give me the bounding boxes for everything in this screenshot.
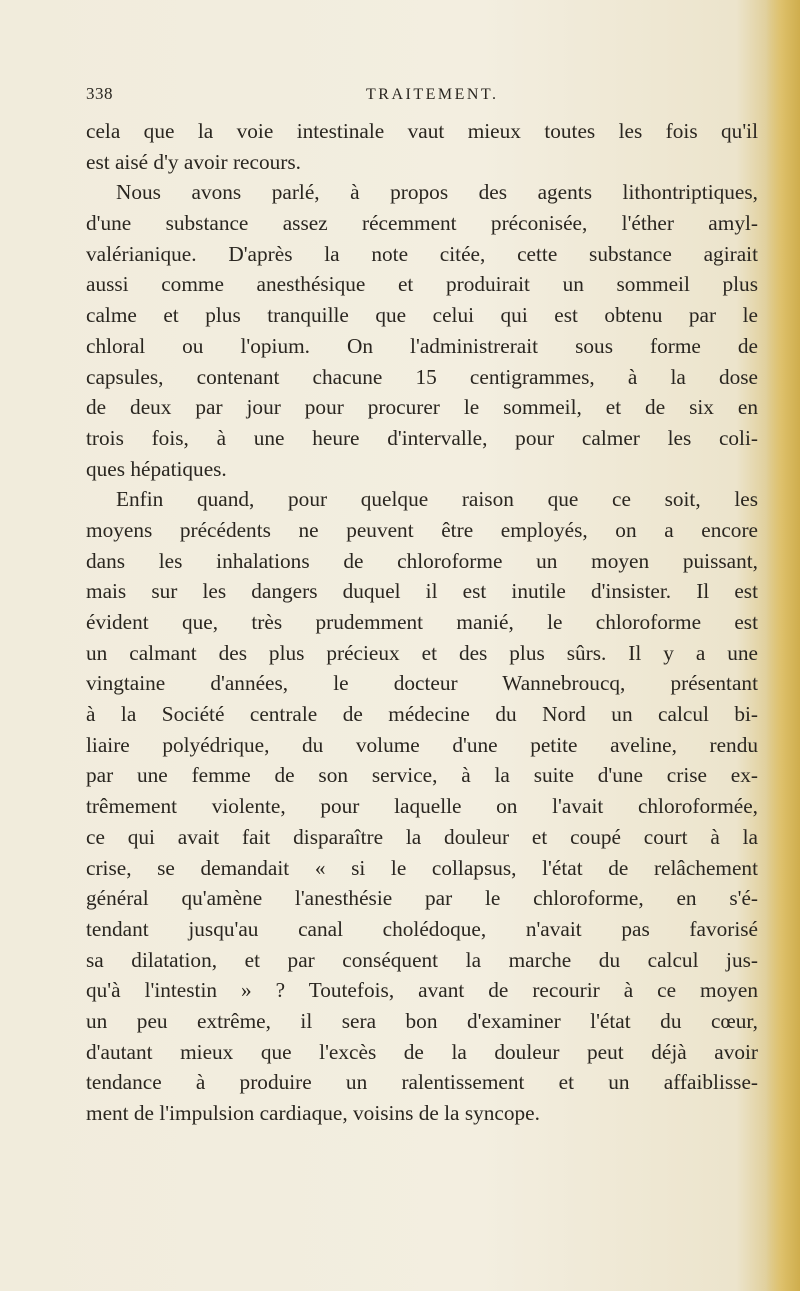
page-edge-shadow <box>766 0 800 1291</box>
text-line: trêmement violente, pour laquelle on l'avait chloroformée, <box>86 794 758 819</box>
text-line: tendance à produire un ralentissement et un affaiblisse- <box>86 1070 758 1095</box>
text-line: cela que la voie intestinale vaut mieux toutes les fois qu'il <box>86 119 758 143</box>
text-line: liaire polyédrique, du volume d'une petite aveline, rendu <box>86 732 758 757</box>
text-line: vingtaine d'années, le docteur Wannebroucq, présentant <box>86 671 758 696</box>
body-text <box>86 116 758 1129</box>
text-line: crise, se demandait « si le collapsus, l'état de relâchement <box>86 855 758 880</box>
running-title: TRAITEMENT. <box>366 86 499 103</box>
text-line: valérianique. D'après la note citée, cette substance agirait <box>86 241 758 266</box>
text-line: est aisé d'y avoir recours. <box>86 149 301 174</box>
text-line: général qu'amène l'anesthésie par le chloroforme, en s'é- <box>86 886 758 911</box>
text-line: mais sur les dangers duquel il est inutile d'insister. Il est <box>86 579 758 604</box>
text-line: à la Société centrale de médecine du Nord un calcul bi- <box>86 702 758 727</box>
text-line: ques hépatiques. <box>86 456 227 481</box>
text-line: un calmant des plus précieux et des plus sûrs. Il y a une <box>86 640 758 665</box>
text-line: aussi comme anesthésique et produirait un sommeil plus <box>86 272 758 297</box>
text-line: d'autant mieux que l'excès de la douleur peut déjà avoir <box>86 1039 758 1064</box>
text-line: ce qui avait fait disparaître la douleur et coupé court à la <box>86 824 758 849</box>
text-line: d'une substance assez récemment préconisée, l'éther amyl- <box>86 211 758 236</box>
text-line: Enfin quand, pour quelque raison que ce soit, les <box>116 487 758 512</box>
text-line: trois fois, à une heure d'intervalle, pour calmer les coli- <box>86 425 758 450</box>
text-line: calme et plus tranquille que celui qui est obtenu par le <box>86 303 758 328</box>
running-head <box>86 84 746 108</box>
text-line: sa dilatation, et par conséquent la marche du calcul jus- <box>86 947 758 972</box>
text-line: évident que, très prudemment manié, le chloroforme est <box>86 610 758 634</box>
text-line: moyens précédents ne peuvent être employés, on a encore <box>86 517 758 542</box>
text-line: Nous avons parlé, à propos des agents lithontriptiques, <box>116 180 758 205</box>
text-line: ment de l'impulsion cardiaque, voisins de la syncope. <box>86 1101 540 1125</box>
text-line: qu'à l'intestin » ? Toutefois, avant de recourir à ce moyen <box>86 978 758 1003</box>
text-line: par une femme de son service, à la suite d'une crise ex- <box>86 763 758 788</box>
page-number: 338 <box>86 84 113 103</box>
text-line: un peu extrême, il sera bon d'examiner l'état du cœur, <box>86 1008 758 1033</box>
text-line: dans les inhalations de chloroforme un moyen puissant, <box>86 548 758 573</box>
text-line: capsules, contenant chacune 15 centigrammes, à la dose <box>86 364 758 389</box>
text-line: de deux par jour pour procurer le sommeil, et de six en <box>86 395 758 420</box>
text-line: chloral ou l'opium. On l'administrerait sous forme de <box>86 333 758 358</box>
text-line: tendant jusqu'au canal cholédoque, n'avait pas favorisé <box>86 916 758 941</box>
